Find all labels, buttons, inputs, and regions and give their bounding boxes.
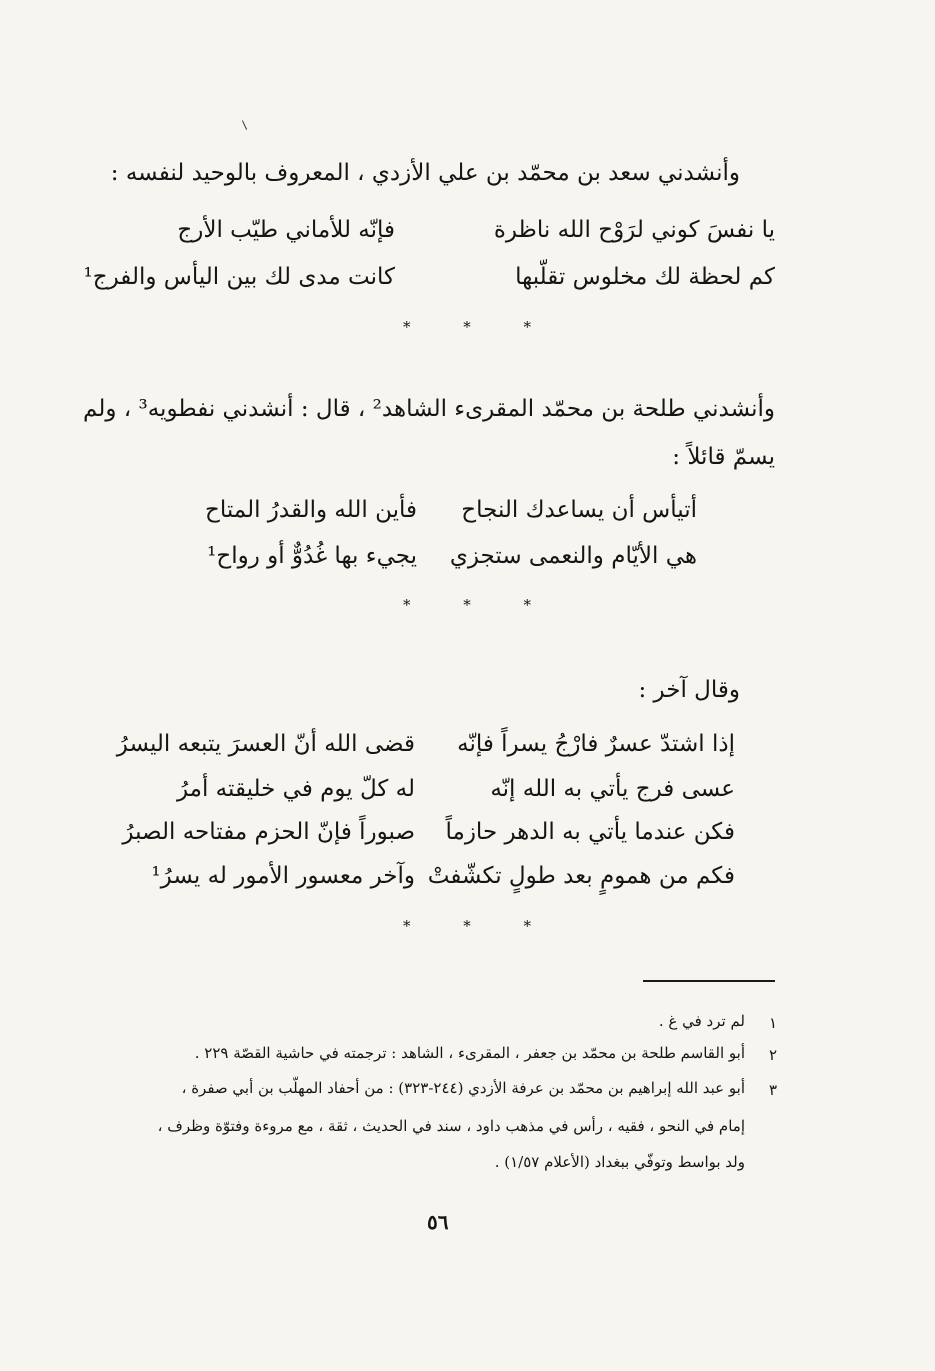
footnote-3-text-line1: أبو عبد الله إبراهيم بن محمّد بن عرفة الأزدي (٢٤٤-٣٢٣) : من أحفاد المهلّب بن أبي صفرة ،	[181, 1079, 745, 1097]
section2-intro-line1: وأنشدني طلحة بن محمّد المقرىء الشاهد² ، قال : أنشدني نفطويه³ ، ولم	[83, 396, 775, 422]
footnote-3-text-line3: ولد بواسط وتوفّي ببغداد (الأعلام ١/٥٧) .	[494, 1153, 745, 1171]
section3-intro: وقال آخر :	[638, 677, 740, 703]
verse-1-1-first: يا نفسَ كوني لرَوْح الله ناظرة	[493, 217, 775, 243]
footnote-2-number: ٢	[769, 1046, 778, 1064]
section1-separator: * * *	[403, 318, 556, 336]
footnote-rule	[643, 980, 775, 982]
verse-2-1-second: فأين الله والقدرُ المتاح	[205, 497, 417, 523]
verse-3-4-first: فكم من همومٍ بعد طولٍ تكشّفتْ	[427, 863, 735, 889]
section2-separator: * * *	[403, 596, 556, 614]
footnote-3-number: ٣	[769, 1081, 778, 1099]
verse-3-3-first: فكن عندما يأتي به الدهر حازماً	[445, 819, 735, 845]
section2-intro-line2: يسمّ قائلاً :	[672, 444, 775, 470]
section3-separator: * * *	[403, 917, 556, 935]
footnote-1-text: لم ترد في غ .	[658, 1012, 745, 1030]
verse-3-3-second: صبوراً فإنّ الحزم مفتاحه الصبرُ	[122, 819, 415, 845]
footnote-2-text: أبو القاسم طلحة بن محمّد بن جعفر ، المقرىء ، الشاهد : ترجمته في حاشية القصّة ٢٢٩ .	[194, 1044, 745, 1062]
section1-intro: وأنشدني سعد بن محمّد بن علي الأزدي ، المعروف بالوحيد لنفسه :	[110, 160, 740, 186]
footnote-3-text-line2: إمام في النحو ، فقيه ، رأس في مذهب داود ، سند في الحديث ، ثقة ، مع مروءة وفتوّة وظرف ،	[157, 1117, 745, 1135]
verse-1-2-second: كانت مدى لك بين اليأس والفرج¹	[83, 264, 395, 290]
verse-3-1-first: إذا اشتدّ عسرٌ فارْجُ يسراً فإنّه	[457, 731, 735, 757]
verse-1-2-first: كم لحظة لك مخلوس تقلّبها	[515, 264, 775, 290]
stray-mark	[242, 120, 247, 130]
footnote-1-number: ١	[769, 1014, 778, 1032]
verse-1-1-second: فإنّه للأماني طيّب الأرج	[177, 217, 395, 243]
verse-3-1-second: قضى الله أنّ العسرَ يتبعه اليسرُ	[116, 731, 415, 757]
page-number: ٥٦	[427, 1210, 449, 1234]
verse-2-2-first: هي الأيّام والنعمى ستجزي	[449, 543, 697, 569]
verse-3-2-second: له كلّ يوم في خليقته أمرُ	[176, 776, 415, 802]
verse-2-1-first: أتيأس أن يساعدك النجاح	[461, 497, 697, 523]
verse-3-4-second: وآخر معسور الأمور له يسرُ¹	[151, 863, 415, 889]
verse-2-2-second: يجيء بها غُدُوٌّ أو رواح¹	[207, 543, 417, 569]
verse-3-2-first: عسى فرج يأتي به الله إنّه	[490, 776, 735, 802]
